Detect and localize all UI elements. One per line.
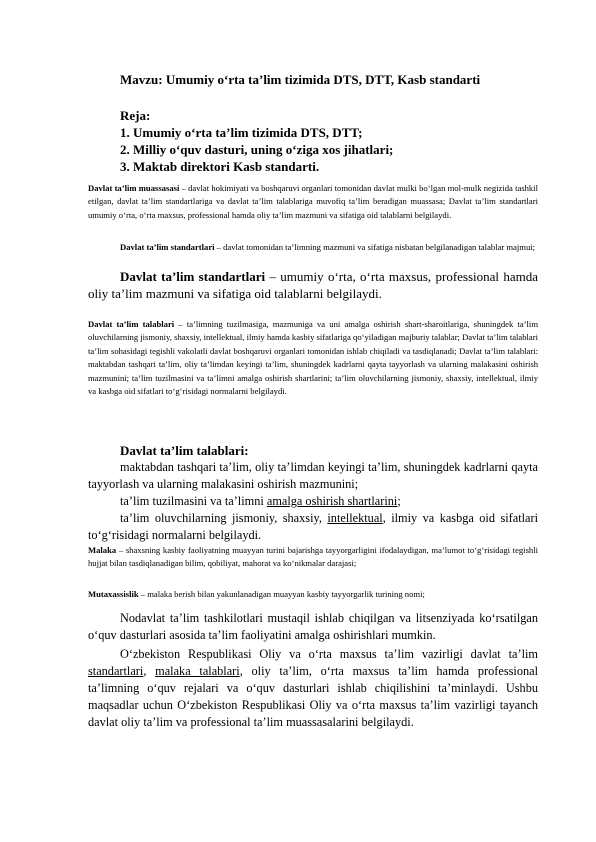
plan-list [120, 124, 393, 175]
plan-item: 1. Umumiy o‘rta ta’lim tizimida DTS, DTT; [120, 125, 363, 140]
term: Davlat ta’lim standartlari [120, 242, 215, 252]
text: ; [397, 494, 401, 508]
link[interactable]: intellektual [327, 511, 383, 525]
plan-heading: Reja: [120, 108, 151, 123]
text: , ilmiy va kasbga oid sifatlari to‘g‘risidagi normalarni belgilaydi. [88, 511, 539, 542]
definition: – umumiy o‘rta, o‘rta maxsus, professional hamda oliy ta’lim mazmuni va sifatiga oid talablarni belgilaydi. [88, 269, 539, 301]
list-item [88, 510, 538, 544]
page-title: Mavzu: Umumiy o‘rta ta’lim tizimida DTS, DTT, Kasb standarti [120, 72, 481, 87]
term: Davlat ta’lim muassasasi [88, 183, 180, 193]
paragraph-standartlar-2 [88, 268, 538, 302]
definition: – malaka berish bilan yakunlanadigan muayyan kasbiy tayyorgarlik turining nomi; [138, 589, 425, 599]
list-item [88, 493, 538, 510]
link[interactable]: standartlari [88, 664, 144, 678]
paragraph-vazirlik [88, 646, 538, 731]
paragraph-talablar [88, 318, 538, 398]
paragraph-standartlar-1 [88, 241, 538, 254]
text: O‘zbekiston Respublikasi Oliy va o‘rta maxsus ta’lim vazirligi davlat ta’lim [120, 647, 538, 661]
text: , [143, 664, 156, 678]
paragraph-muassasa [88, 182, 538, 222]
text: ta’lim oluvchilarning jismoniy, shaxsiy, [120, 511, 328, 525]
text: Nodavlat ta’lim tashkilotlari mustaqil ishlab chiqilgan va litsenziyada ko‘rsatilgan o‘quv dasturlari asosida ta’lim faoliyatini amalga oshirishlari mumkin. [88, 611, 538, 642]
term: Mutaxassislik [88, 589, 139, 599]
section-heading: Davlat ta’lim talablari: [120, 443, 249, 458]
paragraph-nodavlat [88, 610, 538, 644]
section-talablar [88, 442, 538, 544]
paragraph-mutaxassislik [88, 588, 538, 601]
plan-item: 3. Maktab direktori Kasb standarti. [120, 159, 320, 174]
definition: – ta’limning tuzilmasiga, mazmuniga va uni amalga oshirish shart-sharoitlariga, shuningdek ta’lim oluvchilarning jismoniy, shaxsiy, intellektual, ilmiy hamda kasbiy sifatlariga qo‘yiladigan majburiy talablar; Davlat ta’lim talablari ta’lim sohasidagi tegishli vakolatli davlat boshqaruvi organlari tomonidan ishlab chiqiladi va tasdiqlanadi; Davlat ta’lim talablari: maktabdan tashqari ta’lim, oliy ta’limdan keyingi ta’lim, shuningdek kadrlarni qayta tayyorlash va ularning malakasini oshirish mazmunini; ta’lim tuzilmasini va ta’limni amalga oshirish shartlarini; ta’lim oluvchilarning jismoniy, shaxsiy, intellektual, ilmiy va kasbga oid sifatlari to‘g‘risidagi normalarni belgilaydi. [88, 319, 538, 397]
term: Davlat ta’lim talablari [88, 319, 175, 329]
text: , oliy ta’lim, o‘rta maxsus ta’lim hamda professional ta’limning o‘quv rejalari va o‘quv dasturlari ishlab chiqilishini ta’minlaydi. Ushbu maqsadlar uchun O‘zbekiston Respublikasi Oliy va o‘rta maxsus ta’lim vazirligi tayanch davlat oliy ta’lim va professional ta’lim muassasalarini belgilaydi. [88, 664, 538, 729]
text: ta’lim tuzilmasini va ta’limni [120, 494, 267, 508]
paragraph-malaka [88, 544, 538, 571]
link[interactable]: amalga oshirish shartlarini [266, 494, 398, 508]
term: Malaka [88, 545, 117, 555]
term: Davlat ta’lim standartlari [120, 269, 266, 284]
definition: – davlat hokimiyati va boshqaruvi organlari tomonidan davlat mulki bo‘lgan mol-mulk negizida tashkil etilgan, davlat ta’lim standartlariga va davlat ta’lim talablariga muvofiq ta’lim beradigan muassasa; Davlat ta’lim standartlari umumiy o‘rta, o‘rta maxsus, professional hamda oliy ta’lim mazmuni va sifatiga oid talablarni belgilaydi. [88, 183, 538, 220]
definition: – shaxsning kasbiy faoliyatning muayyan turini bajarishga tayyorgarligini ifodalaydigan, ma’lumot to‘g‘risidagi tegishli hujjat bilan tasdiqlanadigan bilim, qobiliyat, mahorat va ko‘nikmalar darajasi; [88, 545, 538, 569]
definition: – davlat tomonidan ta’limning mazmuni va sifatiga nisbatan belgilanadigan talablar majmui; [214, 242, 536, 252]
link[interactable]: malaka talablari [155, 664, 240, 678]
plan-item: 2. Milliy o‘quv dasturi, uning o‘ziga xos jihatlari; [120, 142, 394, 157]
list-item: maktabdan tashqari ta’lim, oliy ta’limdan keyingi ta’lim, shuningdek kadrlarni qayta tayyorlash va ularning malakasini oshirish mazmunini; [88, 460, 538, 491]
